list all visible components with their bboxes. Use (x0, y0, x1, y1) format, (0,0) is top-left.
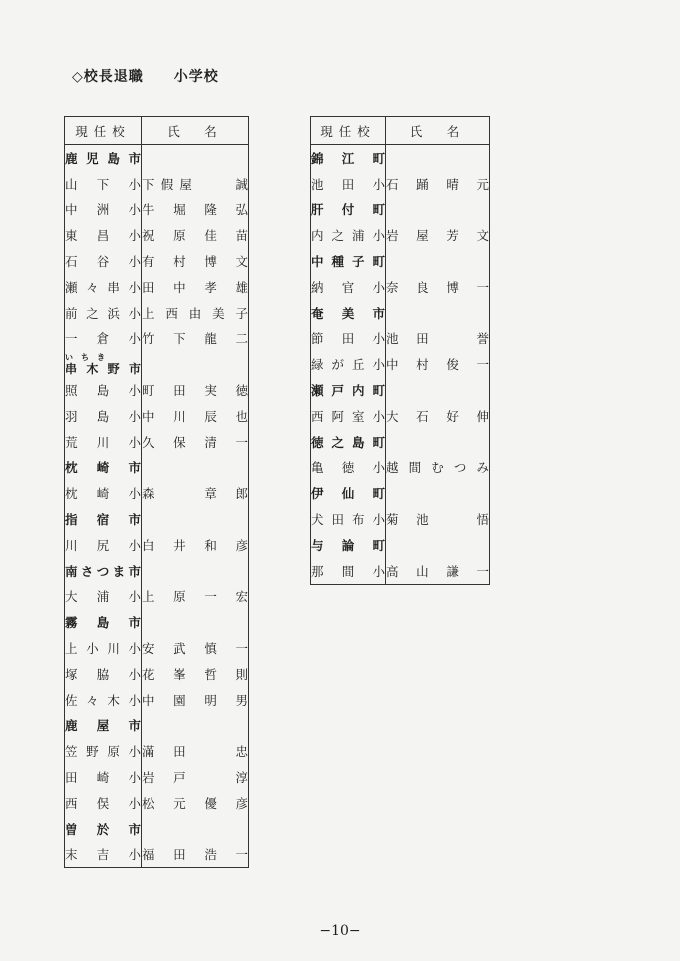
empty-name-cell (142, 455, 249, 481)
name-cell (142, 171, 249, 197)
person-name: 牛堀隆弘 (142, 202, 248, 218)
school-cell: 那間小 (311, 558, 386, 584)
table-row (65, 764, 249, 790)
table-row (311, 171, 490, 197)
table-row (311, 455, 490, 481)
school-cell: 東昌小 (65, 222, 142, 248)
name-cell (386, 558, 490, 584)
school-cell: 内之浦小 (311, 222, 386, 248)
name-cell (386, 351, 490, 377)
school-cell: 大浦小 (65, 584, 142, 610)
table-row (65, 480, 249, 506)
school-cell: 瀬々串小 (65, 274, 142, 300)
city-label: 奄美市 (311, 300, 386, 326)
city-label: 徳之島町 (311, 429, 386, 455)
city-label: 伊仙町 (311, 480, 386, 506)
name-cell (142, 661, 249, 687)
table-row (65, 738, 249, 764)
table-row (65, 197, 249, 223)
city-row (65, 713, 249, 739)
city-label: 枕崎市 (65, 455, 142, 481)
city-row (65, 609, 249, 635)
empty-name-cell (386, 145, 490, 171)
school-cell: 枕崎小 (65, 480, 142, 506)
table-row (65, 584, 249, 610)
page-number: −10− (319, 923, 361, 939)
city-row (311, 145, 490, 171)
table-row (65, 429, 249, 455)
name-cell (142, 480, 249, 506)
person-name: 福田浩一 (142, 847, 248, 863)
name-cell (386, 171, 490, 197)
empty-name-cell (142, 351, 249, 377)
name-cell (142, 635, 249, 661)
person-name: 竹下龍二 (142, 331, 248, 347)
name-cell (142, 248, 249, 274)
city-row (311, 377, 490, 403)
school-cell: 西俣小 (65, 790, 142, 816)
table-header-row (65, 117, 249, 145)
school-cell: 佐々木小 (65, 687, 142, 713)
table-row (65, 248, 249, 274)
column-header-name: 氏 名 (386, 117, 490, 145)
city-reading: いちき (65, 352, 113, 362)
name-cell (142, 326, 249, 352)
table-row (65, 403, 249, 429)
empty-name-cell (386, 532, 490, 558)
city-row (65, 455, 249, 481)
name-cell (386, 326, 490, 352)
name-cell (142, 584, 249, 610)
name-cell (142, 687, 249, 713)
name-cell (386, 506, 490, 532)
person-name: 上西由美子 (142, 305, 248, 321)
person-name: 滿田 忠 (142, 744, 248, 760)
city-label: 霧島市 (65, 609, 142, 635)
empty-name-cell (142, 713, 249, 739)
person-name: 岩戸 淳 (142, 770, 248, 786)
school-cell: 笠野原小 (65, 738, 142, 764)
table-row (65, 842, 249, 868)
school-cell: 石谷小 (65, 248, 142, 274)
school-cell: 前之浜小 (65, 300, 142, 326)
city-row (311, 429, 490, 455)
person-name: 祝原佳苗 (142, 228, 248, 244)
person-name: 中川辰也 (142, 408, 248, 424)
person-name: 奈良博一 (386, 279, 489, 295)
table-row (65, 326, 249, 352)
city-label: 中種子町 (311, 248, 386, 274)
city-label: 瀬戸内町 (311, 377, 386, 403)
person-name: 菊池 悟 (386, 512, 489, 528)
name-cell (142, 403, 249, 429)
person-name: 高山謙一 (386, 563, 489, 579)
table-row (65, 532, 249, 558)
school-cell: 犬田布小 (311, 506, 386, 532)
school-cell: 緑が丘小 (311, 351, 386, 377)
name-cell (386, 455, 490, 481)
name-cell (142, 300, 249, 326)
city-label: 肝付町 (311, 197, 386, 223)
person-name: 白井和彦 (142, 537, 248, 553)
person-name: 中村俊一 (386, 357, 489, 373)
name-cell (386, 222, 490, 248)
school-cell: 山下小 (65, 171, 142, 197)
name-cell (142, 197, 249, 223)
person-name: 森 章郎 (142, 486, 248, 502)
table-row (311, 326, 490, 352)
city-row (65, 558, 249, 584)
school-cell: 末吉小 (65, 842, 142, 868)
table-row (65, 687, 249, 713)
school-cell: 納官小 (311, 274, 386, 300)
name-cell (142, 532, 249, 558)
table-row (65, 222, 249, 248)
school-cell: 中洲小 (65, 197, 142, 223)
name-cell (142, 274, 249, 300)
name-cell (142, 377, 249, 403)
empty-name-cell (386, 377, 490, 403)
city-label: 与論町 (311, 532, 386, 558)
name-cell (142, 842, 249, 868)
person-name: 下假屋 誠 (142, 176, 248, 192)
name-cell (142, 429, 249, 455)
person-name: 石踊晴元 (386, 176, 489, 192)
retirement-table-right (310, 116, 490, 585)
table-row (311, 222, 490, 248)
table-row (311, 274, 490, 300)
city-row (65, 145, 249, 171)
name-cell (142, 790, 249, 816)
school-cell: 塚脇小 (65, 661, 142, 687)
column-header-name: 氏 名 (142, 117, 249, 145)
city-row (65, 506, 249, 532)
school-cell: 池田小 (311, 171, 386, 197)
city-label: 鹿児島市 (65, 145, 142, 171)
person-name: 松元優彦 (142, 795, 248, 811)
person-name: 岩屋芳文 (386, 228, 489, 244)
empty-name-cell (386, 300, 490, 326)
city-row (311, 480, 490, 506)
empty-name-cell (386, 429, 490, 455)
retirement-table-left (64, 116, 249, 868)
column-header-school: 現任校 (65, 117, 142, 145)
empty-name-cell (142, 558, 249, 584)
city-row (311, 197, 490, 223)
school-cell: 節田小 (311, 326, 386, 352)
table-row (311, 558, 490, 584)
table-row (65, 635, 249, 661)
empty-name-cell (142, 609, 249, 635)
city-label: 南さつま市 (65, 558, 142, 584)
name-cell (142, 222, 249, 248)
table-row (65, 790, 249, 816)
school-cell: 荒川小 (65, 429, 142, 455)
name-cell (142, 738, 249, 764)
city-label-cell (65, 351, 142, 377)
empty-name-cell (386, 480, 490, 506)
person-name: 大石好伸 (386, 408, 489, 424)
empty-name-cell (386, 248, 490, 274)
empty-name-cell (142, 816, 249, 842)
name-cell (386, 274, 490, 300)
school-cell: 一倉小 (65, 326, 142, 352)
city-row (311, 248, 490, 274)
city-label: 鹿屋市 (65, 713, 142, 739)
school-cell: 田崎小 (65, 764, 142, 790)
column-header-school: 現任校 (311, 117, 386, 145)
person-name: 久保清一 (142, 434, 248, 450)
person-name: 田中孝雄 (142, 279, 248, 295)
city-label: 串木野市 (65, 361, 141, 376)
city-row (311, 532, 490, 558)
person-name: 有村博文 (142, 254, 248, 270)
person-name: 上原一宏 (142, 589, 248, 605)
empty-name-cell (386, 197, 490, 223)
city-row (65, 816, 249, 842)
person-name: 花峯哲則 (142, 666, 248, 682)
name-cell (386, 403, 490, 429)
table-row (65, 274, 249, 300)
section-heading: ◇校長退職 小学校 (72, 69, 219, 85)
city-row (65, 351, 249, 377)
table-row (311, 403, 490, 429)
school-cell: 亀徳小 (311, 455, 386, 481)
city-row (311, 300, 490, 326)
table-row (65, 377, 249, 403)
school-cell: 照島小 (65, 377, 142, 403)
city-label: 指宿市 (65, 506, 142, 532)
table-row (311, 351, 490, 377)
table-row (311, 506, 490, 532)
person-name: 安武慎一 (142, 641, 248, 657)
city-label: 錦江町 (311, 145, 386, 171)
school-cell: 羽島小 (65, 403, 142, 429)
person-name: 越間むつみ (386, 460, 489, 476)
table-row (65, 300, 249, 326)
name-cell (142, 764, 249, 790)
empty-name-cell (142, 145, 249, 171)
school-cell: 上小川小 (65, 635, 142, 661)
school-cell: 西阿室小 (311, 403, 386, 429)
person-name: 中園明男 (142, 692, 248, 708)
table-row (65, 661, 249, 687)
table-row (65, 171, 249, 197)
person-name: 池田 誉 (386, 331, 489, 347)
empty-name-cell (142, 506, 249, 532)
city-label: 曽於市 (65, 816, 142, 842)
person-name: 町田実徳 (142, 383, 248, 399)
table-header-row (311, 117, 490, 145)
school-cell: 川尻小 (65, 532, 142, 558)
